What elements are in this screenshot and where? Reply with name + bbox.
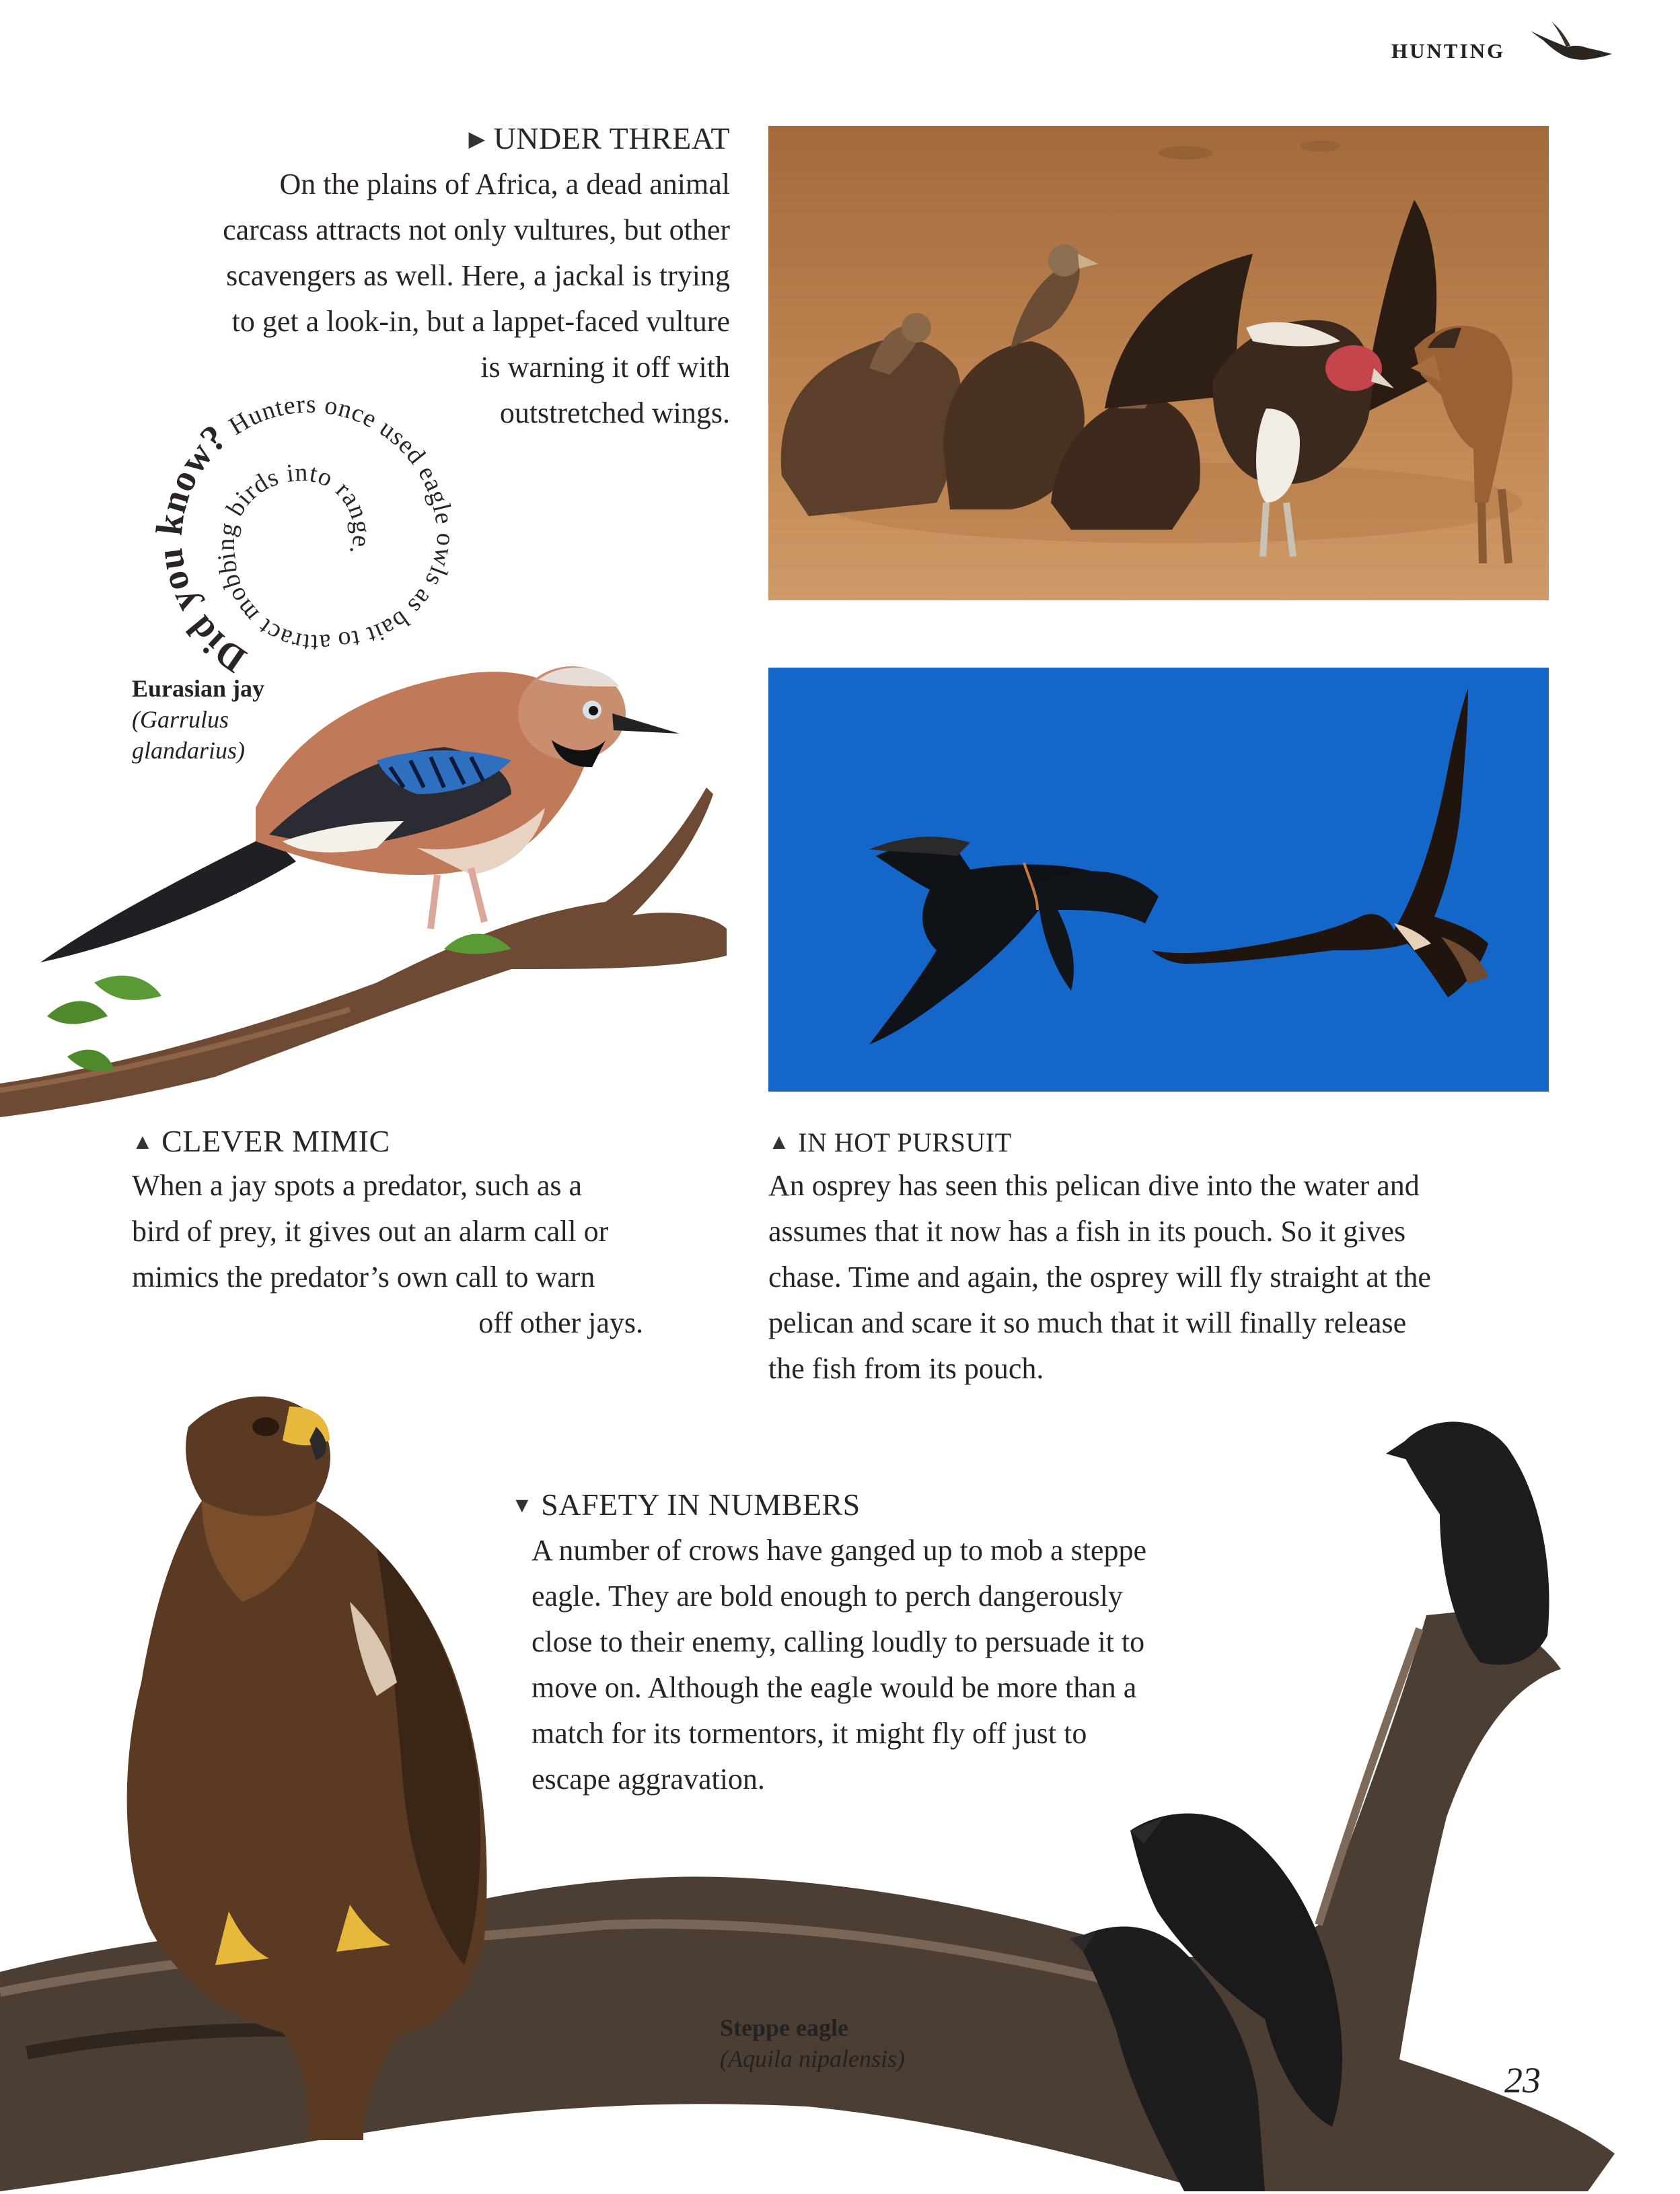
text-line: mimics the predator’s own call to warn [132, 1261, 595, 1294]
text-line: scavengers as well. Here, a jackal is trying [226, 259, 730, 292]
text-line: move on. Although the eagle would be more than a [532, 1671, 1137, 1704]
pointer-up-icon: ▲ [768, 1129, 791, 1154]
eurasian-jay-illustration [0, 552, 727, 1117]
text-line: is warning it off with [480, 351, 730, 384]
text-line: to get a look-in, but a lappet-faced vulture [231, 305, 730, 338]
vulture-jackal-photo [768, 126, 1549, 600]
pointer-up-icon: ▲ [132, 1129, 154, 1154]
text-line: outstretched wings. [499, 396, 730, 429]
eagle-silhouette-icon [1527, 17, 1615, 71]
pointer-down-icon: ▼ [511, 1493, 534, 1517]
jay-caption [132, 673, 264, 766]
text-line: On the plains of Africa, a dead animal [279, 168, 730, 201]
eagle-common-name: Steppe eagle [720, 2014, 848, 2041]
page-number: 23 [1504, 2060, 1541, 2100]
in-hot-pursuit-heading [768, 1124, 1012, 1160]
safety-in-numbers-text [532, 1528, 1299, 1802]
vulture-scene-illustration [768, 126, 1549, 600]
text-line: match for its tormentors, it might fly off just to [532, 1717, 1087, 1750]
under-threat-title: UNDER THREAT [493, 121, 730, 155]
pointer-right-icon: ▶ [468, 127, 486, 151]
running-head [1379, 35, 1621, 75]
text-line: assumes that it now has a fish in its pouch. So it gives [768, 1215, 1406, 1248]
under-threat-heading [377, 121, 730, 156]
text-line: off other jays. [478, 1306, 643, 1339]
did-you-know-text: Hunters once used eagle owls as bait to attract mobbing birds into range. [211, 390, 460, 658]
jay-latin-name-line: (Garrulus [132, 706, 229, 733]
text-line: carcass attracts not only vultures, but other [223, 213, 730, 246]
text-line: eagle. They are bold enough to perch dangerously [532, 1580, 1123, 1613]
text-line: pelican and scare it so much that it will finally release [768, 1306, 1407, 1339]
text-line: escape aggravation. [532, 1763, 765, 1796]
text-line: bird of prey, it gives out an alarm call or [132, 1215, 609, 1248]
safety-in-numbers-heading [511, 1487, 861, 1522]
in-hot-pursuit-title: IN HOT PURSUIT [798, 1127, 1012, 1158]
jay-latin-name-line: glandarius) [132, 737, 246, 764]
safety-in-numbers-title: SAFETY IN NUMBERS [541, 1487, 861, 1522]
section-label: HUNTING [1391, 39, 1506, 63]
eagle-latin-name: (Aquila nipalensis) [720, 2045, 905, 2072]
text-line: When a jay spots a predator, such as a [132, 1169, 583, 1202]
clever-mimic-text [132, 1163, 710, 1346]
osprey-pelican-photo [768, 668, 1549, 1092]
jay-on-branch-graphic [0, 552, 727, 1117]
text-line: chase. Time and again, the osprey will fly straight at the [768, 1261, 1431, 1294]
did-you-know-lead: Did you know? [148, 416, 254, 681]
text-line: close to their enemy, calling loudly to persuade it to [532, 1625, 1145, 1658]
text-line: An osprey has seen this pelican dive into the water and [768, 1169, 1420, 1202]
text-line: the fish from its pouch. [768, 1352, 1044, 1385]
clever-mimic-heading [132, 1124, 390, 1159]
clever-mimic-title: CLEVER MIMIC [161, 1124, 390, 1158]
text-line: A number of crows have ganged up to mob a steppe [532, 1534, 1146, 1567]
jay-common-name: Eurasian jay [132, 675, 265, 702]
osprey-pelican-illustration [768, 668, 1549, 1092]
eagle-caption [720, 2012, 905, 2074]
